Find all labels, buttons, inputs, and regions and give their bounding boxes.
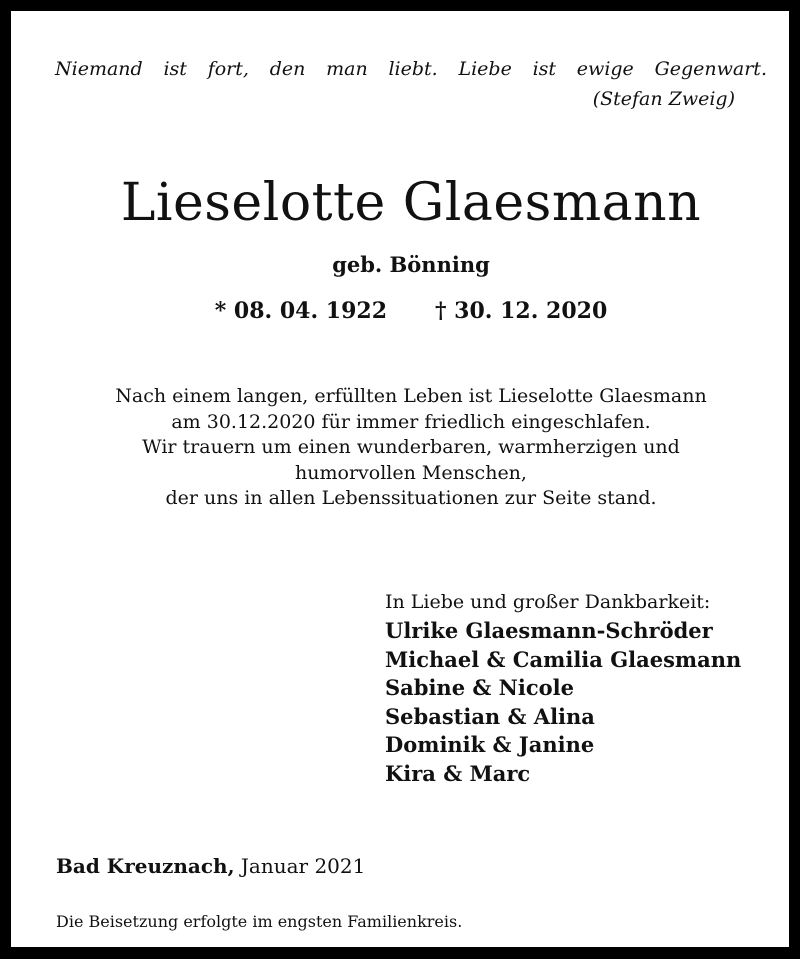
message-line: der uns in allen Lebenssituationen zur Seite stand. (165, 487, 657, 509)
mourner-name: Dominik & Janine (385, 732, 595, 757)
burial-note: Die Beisetzung erfolgte im engsten Familienkreis. (56, 912, 463, 931)
birth-name: geb. Bönning (332, 252, 490, 277)
message-line: humorvollen Menschen, (295, 461, 527, 484)
mourner-name: Michael & Camilia Glaesmann (385, 646, 742, 672)
life-dates (11, 294, 800, 328)
deceased-name: Lieselotte Glaesmann (120, 173, 702, 233)
mourner-name: Ulrike Glaesmann-Schröder (385, 618, 713, 643)
message-line: Wir trauern um einen wunderbaren, warmherzigen und (142, 436, 680, 458)
birth-date: * 08. 04. 1922 (214, 298, 387, 324)
message-line: am 30.12.2020 für immer friedlich eingeschlafen. (171, 410, 651, 433)
mourners-intro: In Liebe und großer Dankbarkeit: (385, 591, 711, 613)
place-date (56, 851, 365, 881)
mourner-name: Sabine & Nicole (385, 675, 574, 700)
quote-author: (Stefan Zweig) (592, 88, 735, 110)
death-date: † 30. 12. 2020 (435, 298, 608, 324)
message-line: Nach einem langen, erfüllten Leben ist Lieselotte Glaesmann (115, 385, 707, 407)
quote-text: Niemand ist fort, den man liebt. Liebe ist ewige Gegenwart. (55, 58, 767, 80)
place-name: Bad Kreuznach, (56, 854, 235, 878)
mourners-block (385, 587, 785, 788)
mourner-name: Sebastian & Alina (385, 703, 595, 729)
publication-date: Januar 2021 (240, 854, 366, 878)
mourner-name: Kira & Marc (385, 760, 531, 786)
obituary-message (41, 384, 781, 512)
